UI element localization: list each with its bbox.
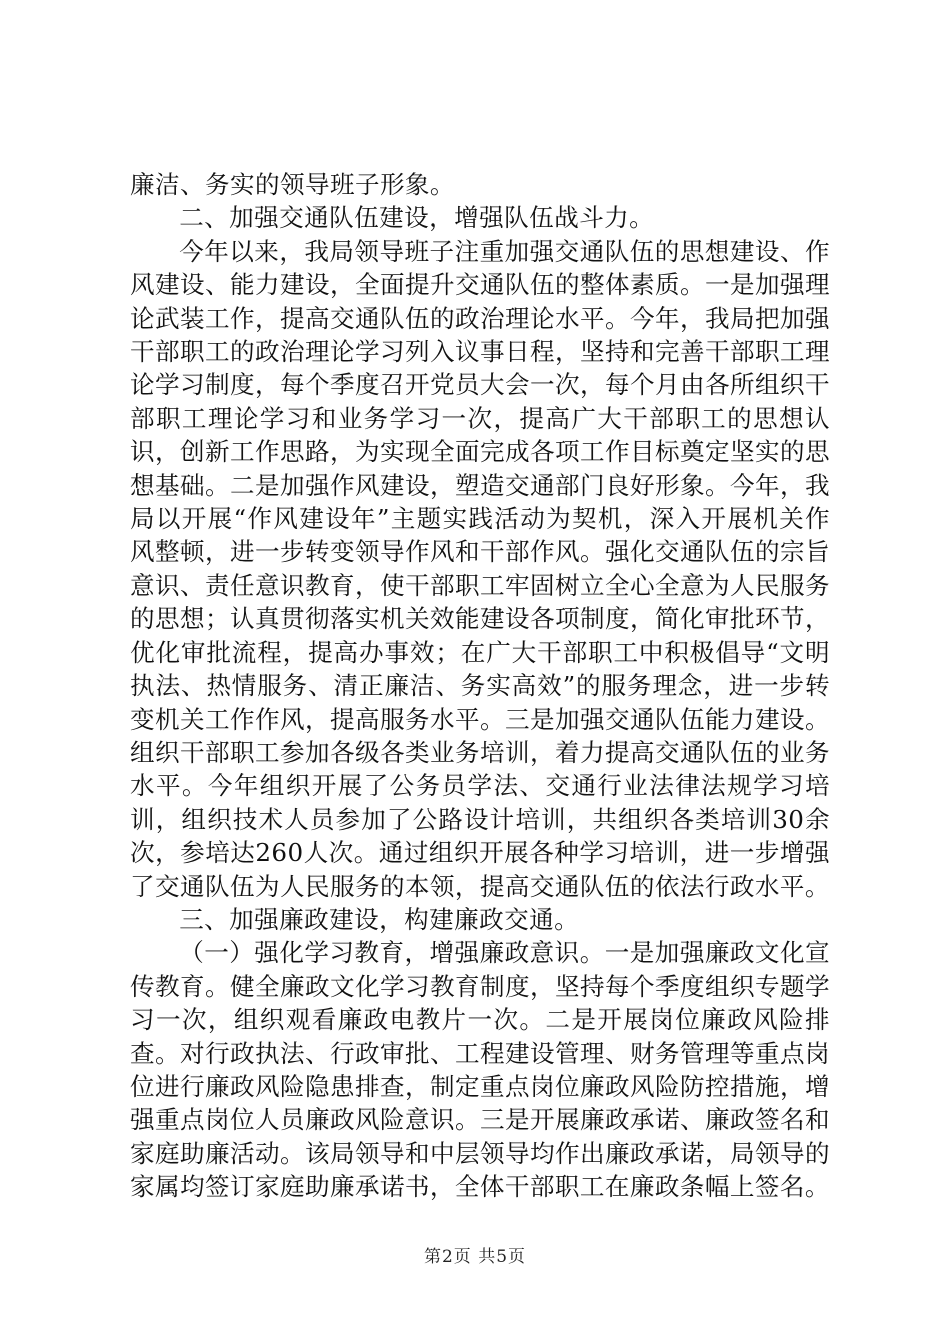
page-number-footer: 第2页 共5页 — [423, 1247, 527, 1267]
paragraph-continuation: 廉洁、务实的领导班子形象。 — [130, 170, 455, 199]
section-heading-3: 三、加强廉政建设，构建廉政交通。 — [179, 904, 580, 934]
document-body — [130, 168, 830, 1204]
section-heading-2: 二、加强交通队伍建设，增强队伍战斗力。 — [179, 203, 655, 233]
paragraph-team-building: 今年以来，我局领导班子注重加强交通队伍的思想建设、作风建设、能力建设，全面提升交通队伍的整体素质。一是加强理论武装工作，提高交通队伍的政治理论水平。今年，我局把加强干部职工的政治理论学习列入议事日程，坚持和完善干部职工理论学习制度，每个季度召开党员大会一次，每个月由各所组织干部职工理论学习和业务学习一次，提高广大干部职工的思想认识，创新工作思路，为实现全面完成各项工作目标奠定坚实的思想基础。二是加强作风建设，塑造交通部门良好形象。今年，我局以开展“作风建设年”主题实践活动为契机，深入开展机关作风整顿，进一步转变领导作风和干部作风。强化交通队伍的宗旨意识、责任意识教育，使干部职工牢固树立全心全意为人民服务的思想；认真贯彻落实机关效能建设各项制度，简化审批环节，优化审批流程，提高办事效；在广大干部职工中积极倡导“文明执法、热情服务、清正廉洁、务实高效”的服务理念，进一步转变机关工作作风，提高服务水平。三是加强交通队伍能力建设。组织干部职工参加各级各类业务培训，着力提高交通队伍的业务水平。今年组织开展了公务员学法、交通行业法律法规学习培训，组织技术人员参加了公路设计培训，共组织各类培训30余次，参培达260人次。通过组织开展各种学习培训，进一步增强了交通队伍为人民服务的本领，提高交通队伍的依法行政水平。 — [130, 236, 830, 901]
paragraph-integrity-education: （一）强化学习教育，增强廉政意识。一是加强廉政文化宣传教育。健全廉政文化学习教育制度，坚持每个季度组织专题学习一次，组织观看廉政电教片一次。二是开展岗位廉政风险排查。对行政执法、行政审批、工程建设管理、财务管理等重点岗位进行廉政风险隐患排查，制定重点岗位廉政风险防控措施，增强重点岗位人员廉政风险意识。三是开展廉政承诺、廉政签名和家庭助廉活动。该局领导和中层领导均作出廉政承诺，局领导的家属均签订家庭助廉承诺书，全体干部职工在廉政条幅上签名。 — [130, 938, 830, 1202]
